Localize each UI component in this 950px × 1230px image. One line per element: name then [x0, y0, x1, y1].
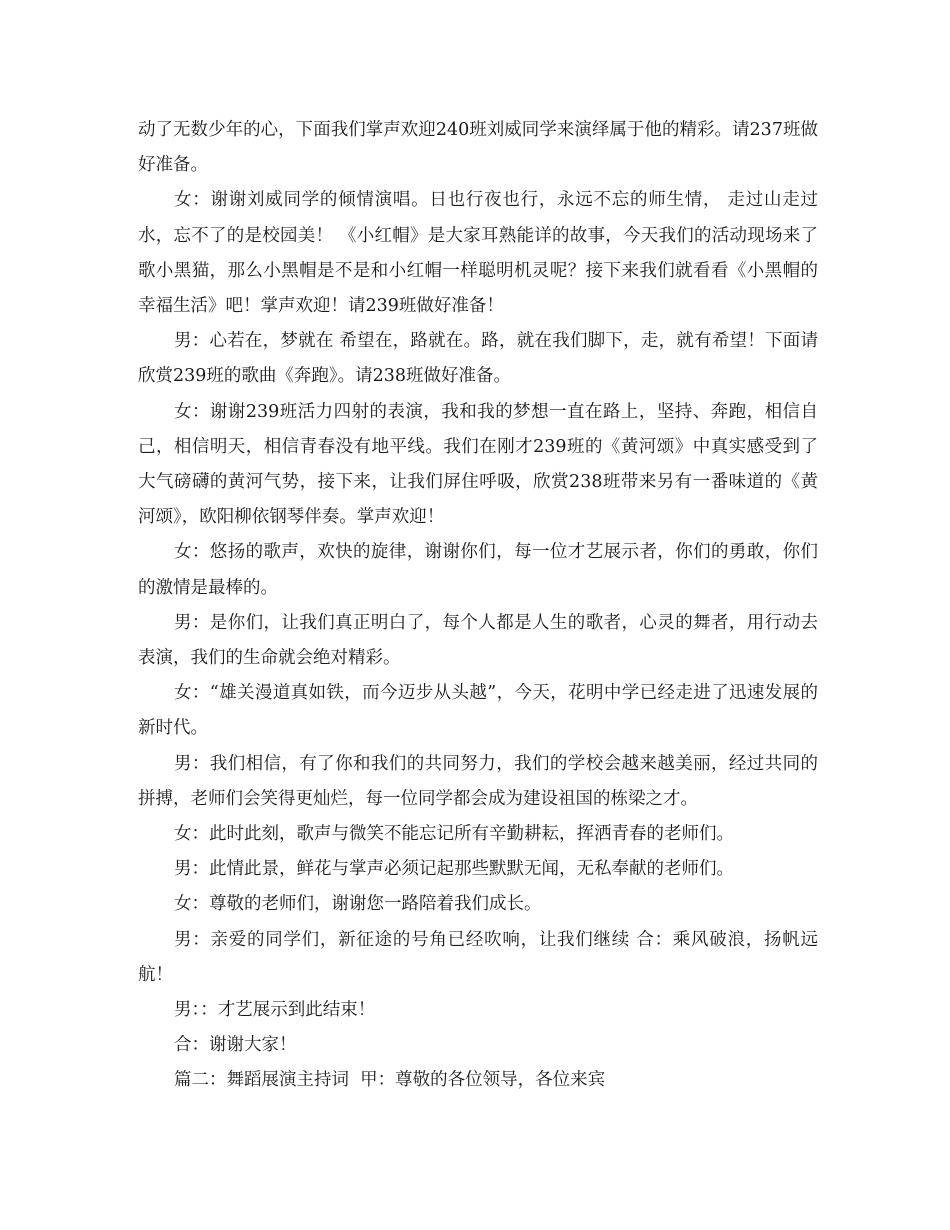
paragraph-2: 女：谢谢刘威同学的倾情演唱。日也行夜也行，永远不忘的师生情， 走过山走过水，忘不了的是校园美！ 《小红帽》是大家耳熟能详的故事，今天我们的活动现场来了歌小黑猫，那么小黑帽是不是和小红帽一样聪明机灵呢？接下来我们就看看《小黑帽的幸福生活》吧！掌声欢迎！请239班做好准备！: [138, 190, 818, 317]
paragraph-15: 篇二：舞蹈展演主持词 甲：尊敬的各位领导，各位来宾: [174, 1070, 606, 1091]
paragraph-1: 动了无数少年的心，下面我们掌声欢迎240班刘威同学来演绎属于他的精彩。请237班做好准备。: [138, 120, 818, 176]
paragraph-12: 男：亲爱的同学们，新征途的号角已经吹响，让我们继续 合：乘风破浪，扬帆远航！: [138, 929, 818, 985]
paragraph-5: 女：悠扬的歌声，欢快的旋律，谢谢你们，每一位才艺展示者，你们的勇敢，你们的激情是最棒的。: [138, 542, 818, 598]
document-body: [138, 113, 818, 1099]
paragraph-3: 男：心若在，梦就在 希望在，路就在。路，就在我们脚下，走，就有希望！下面请欣赏239班的歌曲《奔跑》。请238班做好准备。: [138, 331, 818, 387]
paragraph-9: 女：此时此刻，歌声与微笑不能忘记所有辛勤耕耘，挥洒青春的老师们。: [174, 824, 734, 845]
paragraph-10: 男：此情此景，鲜花与掌声必须记起那些默默无闻，无私奉献的老师们。: [174, 859, 734, 880]
paragraph-8: 男：我们相信，有了你和我们的共同努力，我们的学校会越来越美丽，经过共同的拼搏，老师们会笑得更灿烂，每一位同学都会成为建设祖国的栋梁之才。: [138, 753, 818, 809]
paragraph-14: 合：谢谢大家！: [174, 1035, 297, 1056]
paragraph-4: 女：谢谢239班活力四射的表演，我和我的梦想一直在路上，坚持、奔跑，相信自己，相信明天，相信青春没有地平线。我们在刚才239班的《黄河颂》中真实感受到了大气磅礴的黄河气势，接下来，让我们屏住呼吸，欣赏238班带来另有一番味道的《黄河颂》，欧阳柳依钢琴伴奏。掌声欢迎！: [138, 401, 818, 528]
paragraph-6: 男：是你们，让我们真正明白了，每个人都是人生的歌者，心灵的舞者，用行动去表演，我们的生命就会绝对精彩。: [138, 612, 818, 669]
paragraph-11: 女：尊敬的老师们，谢谢您一路陪着我们成长。: [174, 894, 542, 915]
paragraph-13: 男：：才艺展示到此结束！: [174, 1000, 376, 1021]
paragraph-7: 女：“雄关漫道真如铁，而今迈步从头越”，今天，花明中学已经走进了迅速发展的新时代。: [138, 683, 818, 739]
